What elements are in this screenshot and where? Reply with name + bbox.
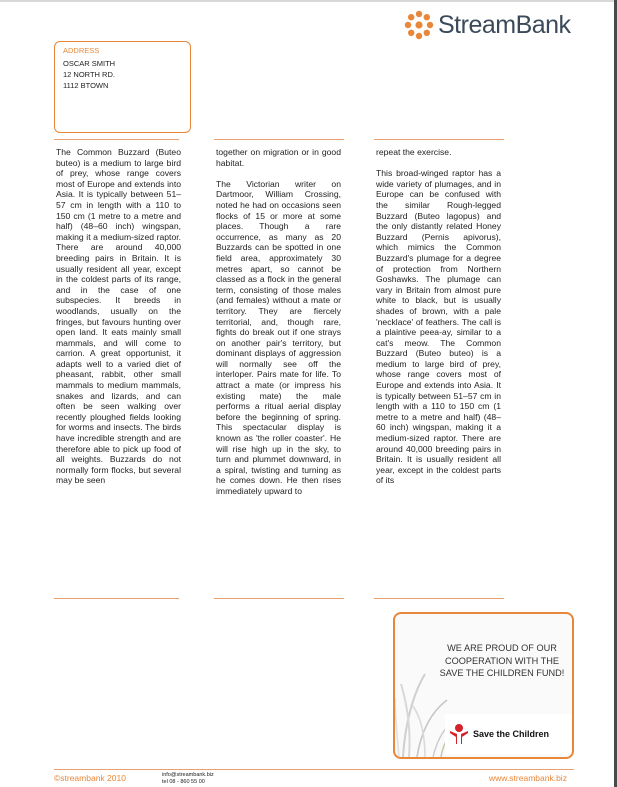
save-the-children-logo xyxy=(445,714,571,754)
promo-message xyxy=(433,642,571,680)
footer-rule xyxy=(54,769,574,770)
streambank-logo xyxy=(404,8,571,42)
partner-name: Save the Children xyxy=(473,729,550,739)
column-bottom-rule xyxy=(54,598,179,599)
footer-copyright: ©streambank 2010 xyxy=(54,773,126,783)
article-paragraph: This broad-winged raptor has a wide variety of plumages, and in Europe can be confused with the similar Rough-legged Buzzard (Buteo lagopus) and the only distantly related Honey Buzzard (Pernis apivorus), which mimics the Common Buzzard's plumage for a degree of protection from Northern Goshawks. The plumage can vary in Britain from almost pure white to black, but is usually shades of brown, with a pale 'necklace' of feathers. The call is a plaintive peea-ay, similar to a cat's meow. The Common Buzzard (Buteo buteo) is a medium to large bird of prey, whose range covers most of Europe and extends into Asia. It is typically between 51–57 cm in length with a 110 to 150 cm (1 metre to a metre and half) (48–60 inch) wingspan, making it a medium-sized raptor. There are around 40,000 breeding pairs in Britain. It is usually resident all year, except in the coldest parts of its xyxy=(376,168,501,486)
promo-line: COOPERATION WITH THE xyxy=(445,655,559,666)
address-box xyxy=(54,41,191,133)
article-paragraph: The Common Buzzard (Buteo buteo) is a medium to large bird of prey, whose range covers most of Europe and extends into Asia. It is typically between 51–57 cm in length with a 110 to 150 cm (1 metre to a metre and half) (48–60 inch) wingspan, making it a medium-sized raptor. There are around 40,000 breeding pairs in Britain. It is usually resident all year, except in the coldest parts of its range, and in the case of one subspecies. It breeds in woodlands, usually on the fringes, but favours hunting over open land. It eats mainly small mammals, and will come to carrion. A great opportunist, it adapts well to a varied diet of pheasant, rabbit, other small mammals to medium mammals, snakes and lizards, and can often be seen walking over recently ploughed fields looking for worms and insects. The birds have incredible strength and are therefore able to pick up food of all weights. Buzzards do not normally form flocks, but several may be seen xyxy=(56,147,181,486)
brand-name: StreamBank xyxy=(438,10,571,39)
article-paragraph: The Victorian writer on Dartmoor, William Crossing, noted he had on occasions seen flocks of 15 or more at some places. Though a rare occurrence, as many as 20 Buzzards can be spotted in one field area, approximately 30 metres apart, so cannot be classed as a flock in the general term, consisting of those males (and females) without a mate or territory. They are fiercely territorial, and, though rare, fights do break out if one strays on another pair's territory, but dominant displays of aggression will normally see off the interloper. Pairs mate for life. To attract a mate (or impress his existing mate) the male performs a ritual aerial display before the beginning of spring. This spectacular display is known as 'the roller coaster'. He will rise high up in the sky, to turn and plummet downward, in a spiral, twisting and turning as he comes down. He then rises immediately upward to xyxy=(216,178,341,496)
article-paragraph: together on migration or in good habitat. xyxy=(216,147,341,168)
column-top-rule xyxy=(374,139,504,140)
streambank-logo-icon xyxy=(404,10,434,40)
promo-line: SAVE THE CHILDREN FUND! xyxy=(439,668,565,679)
article-column-2 xyxy=(216,147,341,507)
article-column-3 xyxy=(376,147,501,497)
page-top-edge xyxy=(0,0,617,2)
footer-website[interactable]: www.streambank.biz xyxy=(489,773,567,783)
promo-line: WE ARE PROUD OF OUR xyxy=(447,643,557,653)
column-top-rule xyxy=(54,139,179,140)
save-the-children-promo xyxy=(393,612,574,759)
address-line: OSCAR SMITH xyxy=(63,59,116,68)
footer-email[interactable]: info@streambank.biz xyxy=(162,772,214,778)
column-top-rule xyxy=(214,139,344,140)
address-line: 12 NORTH RD. xyxy=(63,70,115,79)
address-label: ADDRESS xyxy=(63,46,100,55)
footer-contact xyxy=(162,772,214,786)
save-the-children-icon xyxy=(449,723,469,745)
article-column-1 xyxy=(56,147,181,497)
column-bottom-rule xyxy=(214,598,344,599)
column-bottom-rule xyxy=(374,598,504,599)
footer-phone: tel 08 - 860 55 00 xyxy=(162,779,205,785)
article-paragraph: repeat the exercise. xyxy=(376,147,452,157)
address-line: 1112 BTOWN xyxy=(63,81,109,90)
